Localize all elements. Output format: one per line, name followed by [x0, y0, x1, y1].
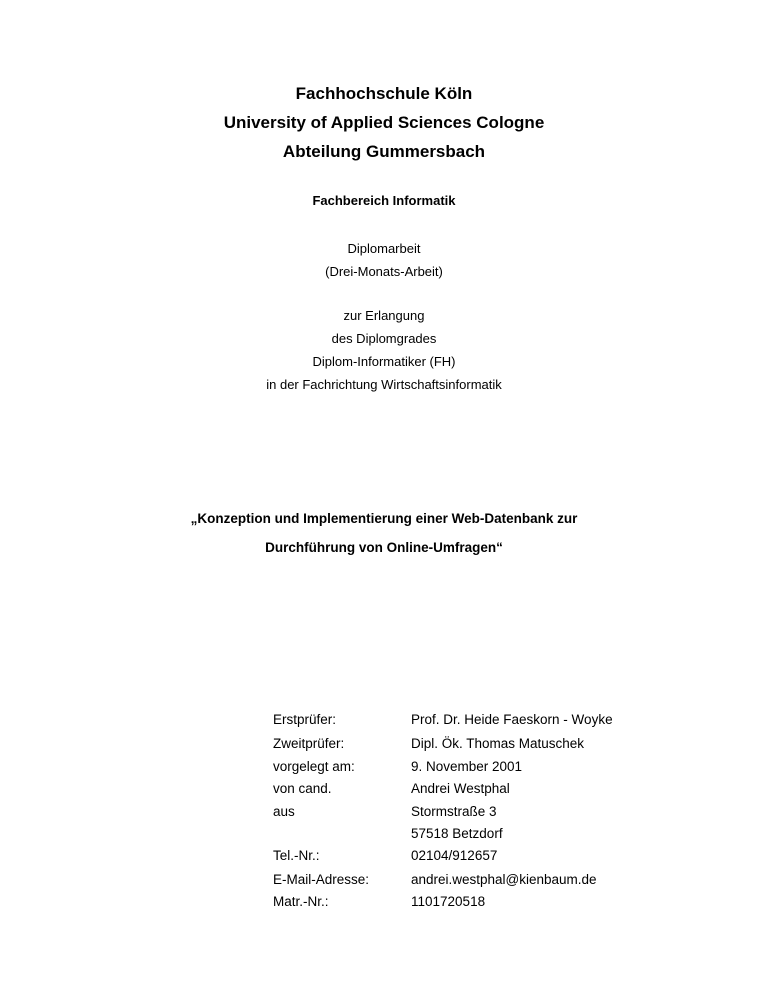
department-name: Abteilung Gummersbach — [282, 142, 486, 161]
info-label: Zweitprüfer: — [273, 736, 345, 751]
info-label: vorgelegt am: — [273, 759, 355, 774]
info-label: aus — [273, 804, 295, 819]
thesis-title-line-1: „Konzeption und Implementierung einer Web-Datenbank zur — [190, 511, 578, 526]
info-row — [0, 894, 768, 912]
info-row — [0, 781, 768, 799]
purpose-line-3: Diplom-Informatiker (FH) — [312, 354, 456, 369]
thesis-duration: (Drei-Monats-Arbeit) — [325, 264, 443, 279]
info-row — [0, 848, 768, 866]
institution-name-en: University of Applied Sciences Cologne — [223, 113, 545, 132]
info-row — [0, 872, 768, 890]
thesis-title-line-2: Durchführung von Online-Umfragen“ — [265, 540, 503, 555]
institution-name-de: Fachhochschule Köln — [295, 84, 473, 103]
purpose-line-1: zur Erlangung — [343, 308, 425, 323]
faculty-name: Fachbereich Informatik — [312, 193, 456, 208]
info-label: Erstprüfer: — [273, 712, 337, 727]
purpose-line-2: des Diplomgrades — [331, 331, 437, 346]
info-row — [0, 759, 768, 777]
info-row — [0, 712, 768, 730]
info-label: von cand. — [273, 781, 332, 796]
info-value: Andrei Westphal — [411, 781, 510, 796]
info-row — [0, 804, 768, 822]
info-value: andrei.westphal@kienbaum.de — [411, 872, 597, 887]
info-value: 9. November 2001 — [411, 759, 523, 774]
info-value: Prof. Dr. Heide Faeskorn - Woyke — [411, 712, 613, 727]
purpose-line-4: in der Fachrichtung Wirtschaftsinformatik — [266, 377, 502, 392]
info-value: 57518 Betzdorf — [411, 826, 503, 841]
info-row — [0, 826, 768, 844]
info-label: Tel.-Nr.: — [273, 848, 320, 863]
info-value: 02104/912657 — [411, 848, 498, 863]
thesis-type: Diplomarbeit — [347, 241, 421, 256]
info-value: 1101720518 — [411, 894, 486, 909]
info-value: Stormstraße 3 — [411, 804, 497, 819]
info-value: Dipl. Ök. Thomas Matuschek — [411, 736, 585, 751]
info-label: E-Mail-Adresse: — [273, 872, 370, 887]
info-label: Matr.-Nr.: — [273, 894, 329, 909]
info-row — [0, 736, 768, 754]
